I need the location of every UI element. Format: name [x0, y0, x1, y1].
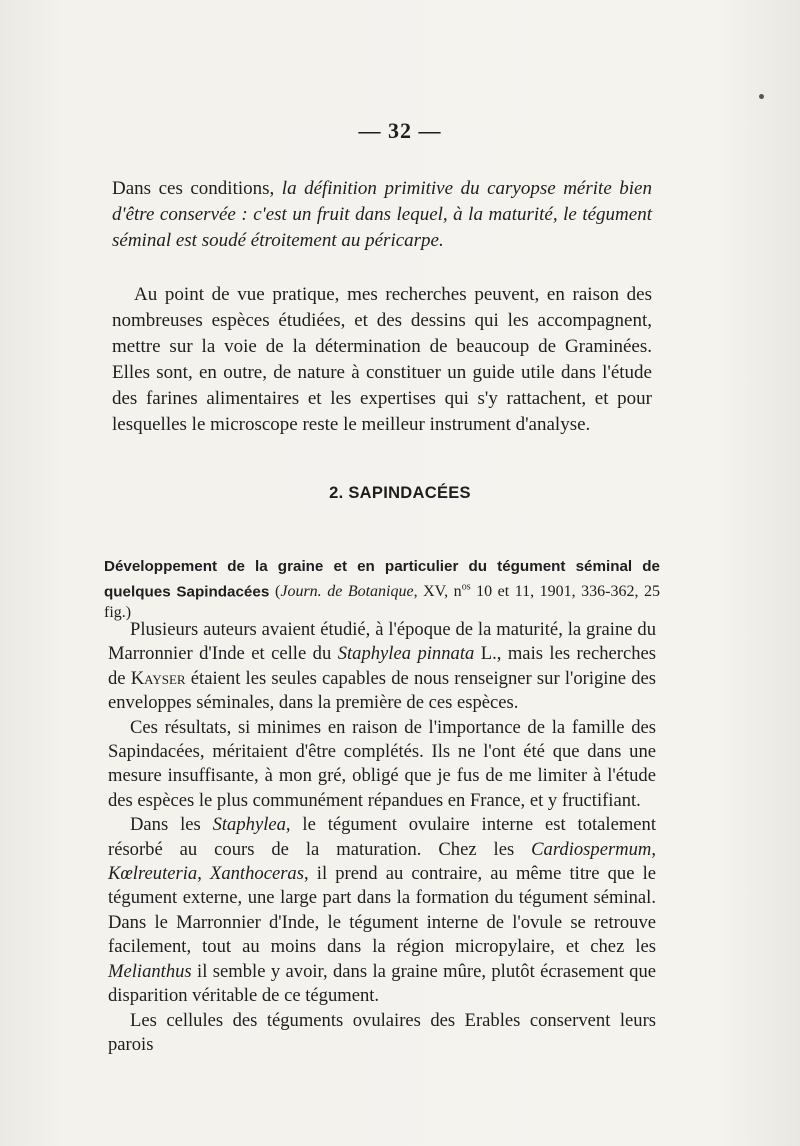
genus-name: Melianthus	[108, 960, 192, 982]
reference-title	[104, 556, 660, 623]
reference-journal: Journ. de Botanique	[280, 583, 414, 601]
genus-name: Cardiospermum	[531, 838, 652, 860]
reference-details-2: 10 et 11, 1901, 336-362, 25 fig.)	[104, 583, 661, 622]
body-text: Dans les	[130, 814, 213, 836]
body-text: , le tégument ovulaire interne est totalement résorbé au cours de la maturation. Chez les	[108, 814, 657, 860]
reference-title-text: Développement de la graine et en particulier du tégument séminal de quelques Sapindacées	[104, 558, 660, 601]
genus-name: Kœlreuteria	[108, 863, 198, 885]
body-text: ,	[651, 838, 656, 860]
section-body	[108, 618, 656, 1057]
genus-name: Xanthoceras	[209, 863, 304, 885]
genus-name: Staphylea	[212, 814, 286, 836]
body-paragraph-2: Ces résultats, si minimes en raison de l'importance de la famille des Sapindacées, méritaient d'être complétés. Ils ne l'ont été que dans une mesure insuffisante, à mon gré, obligé que je fus de me limiter à l'étude des espèces le plus communément répandues en France, et y fructifiant.	[108, 716, 656, 811]
section-heading: 2. SAPINDACÉES	[329, 484, 471, 502]
body-text: ,	[197, 863, 210, 885]
intro-lead: Dans ces conditions,	[112, 178, 282, 199]
body-text: L., mais les recherches de	[108, 643, 656, 689]
paper-speck	[759, 94, 764, 99]
reference-details: , XV, n	[413, 583, 462, 601]
author-name: Kayser	[130, 667, 186, 689]
practical-paragraph	[112, 282, 652, 438]
species-name: Staphylea pinnata	[337, 643, 475, 665]
intro-paragraph	[112, 176, 652, 254]
intro-definition: la définition primitive du caryopse mérite bien d'être conservée : c'est un fruit dans lequel, à la maturité, le tégument séminal est soudé étroitement au péricarpe.	[112, 178, 652, 251]
reference-paren: (	[275, 583, 281, 601]
body-paragraph-4: Les cellules des téguments ovulaires des Erables conservent leurs parois	[108, 1009, 656, 1055]
body-text: , il prend au contraire, au même titre que le tégument externe, une large part dans la formation du tégument séminal. Dans le Marronnier d'Inde, le tégument interne de l'ovule se retrouve facilement, tout au moins dans la région micropylaire, et chez les	[108, 863, 657, 958]
reference-sup: os	[461, 582, 471, 593]
body-paragraph-3	[108, 813, 656, 1008]
page-number: — 32 —	[358, 118, 442, 143]
body-text: Plusieurs auteurs avaient étudié, à l'époque de la maturité, la graine du Marronnier d'Inde et celle du	[108, 619, 656, 665]
body-text: étaient les seules capables de nous renseigner sur l'origine des enveloppes séminales, dans la première de ces espèces.	[108, 667, 656, 714]
body-text: il semble y avoir, dans la graine mûre, plutôt écrasement que disparition véritable de ce tégument.	[108, 960, 656, 1007]
body-paragraph-1	[108, 618, 656, 716]
practical-text: Au point de vue pratique, mes recherches peuvent, en raison des nombreuses espèces étudiées, et des dessins qui les accompagnent, mettre sur la voie de la détermination de beaucoup de Graminées. Elles sont, en outre, de nature à constituer un guide utile dans l'étude des farines alimentaires et les expertises qui s'y rattachent, et pour lesquelles le microscope reste le meilleur instrument d'analyse.	[112, 284, 652, 435]
